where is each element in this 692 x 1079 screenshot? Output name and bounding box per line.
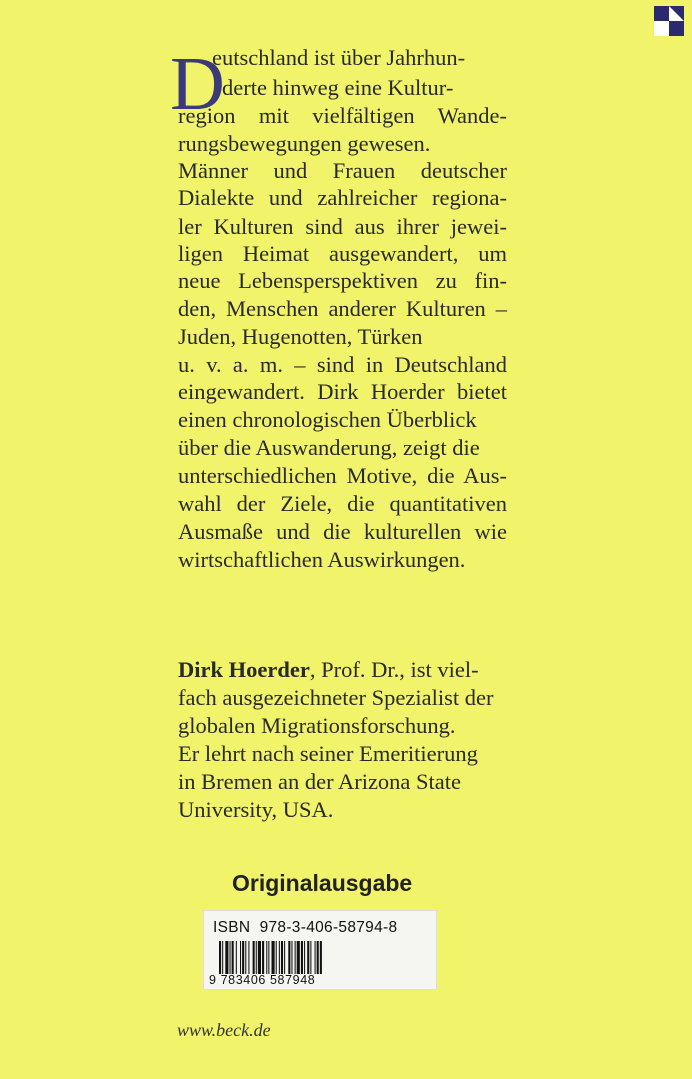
barcode-label [203, 910, 437, 990]
isbn-text: ISBN 978-3-406-58794-8 [213, 919, 398, 936]
bio-line: University, USA. [178, 797, 334, 822]
barcode-bar [276, 941, 277, 974]
barcode-bar [245, 941, 246, 974]
barcode-bar [307, 941, 309, 974]
bio-line: fach ausgezeichneter Spezialist der [178, 685, 494, 710]
bio-line-rest: , Prof. Dr., ist viel- [309, 657, 479, 682]
barcode-bar [225, 941, 228, 974]
bio-line [178, 656, 518, 683]
barcode-bar [279, 941, 280, 974]
edition-label: Originalausgabe [232, 870, 413, 896]
barcode-bar [268, 941, 269, 974]
barcode-bar [310, 941, 311, 974]
barcode-bar [240, 941, 241, 974]
barcode-bar [284, 941, 285, 974]
description-line: unterschiedlichen Motive, die Aus- [178, 463, 507, 488]
description-line: ler Kulturen sind aus ihrer jewei- [178, 214, 507, 239]
barcode-bar [288, 941, 290, 974]
barcode-bar [297, 941, 300, 974]
description-line: einen chronologischen Überblick [178, 407, 477, 432]
barcode-bar [304, 941, 305, 974]
description-line: Männer und Frauen deutscher [178, 158, 507, 183]
barcode-digits: 9 783406 587948 [209, 973, 316, 987]
description-line: derte hinweg eine Kultur- [222, 75, 454, 100]
description-line: wahl der Ziele, die quantitativen [178, 491, 507, 516]
description-line: Ausmaße und die kulturellen wie [178, 519, 507, 544]
barcode-bar [317, 941, 319, 974]
website-link[interactable]: www.beck.de [177, 1020, 271, 1040]
description-line: über die Auswanderung, zeigt die [178, 435, 480, 460]
bio-line: Er lehrt nach seiner Emeritierung [178, 741, 478, 766]
description-line: Juden, Hugenotten, Türken [178, 324, 423, 349]
barcode-bar [256, 941, 257, 974]
barcode-bar [230, 941, 231, 974]
description-line: ligen Heimat ausgewandert, um [178, 241, 507, 266]
barcode-bar [253, 941, 255, 974]
bio-line: globalen Migrationsforschung. [178, 713, 456, 738]
barcode-bars [219, 941, 421, 974]
barcode-bar [232, 941, 234, 974]
description-line: eutschland ist über Jahrhun- [212, 45, 466, 70]
barcode-bar [291, 941, 292, 974]
barcode-bar [295, 941, 296, 974]
description-line: region mit vielfältigen Wande- [178, 103, 507, 128]
barcode-bar [219, 941, 221, 974]
bio-line: in Bremen an der Arizona State [178, 769, 462, 794]
description-line: neue Lebensperspektiven zu fin- [178, 268, 507, 293]
description-line: rungsbewegungen gewesen. [178, 131, 431, 156]
publisher-logo-icon [654, 6, 684, 36]
barcode-bar [281, 941, 283, 974]
author-name: Dirk Hoerder [178, 657, 310, 682]
description-line: den, Menschen anderer Kulturen – [178, 296, 507, 321]
drop-cap: D [170, 42, 225, 126]
description-line: wirtschaftlichen Auswirkungen. [178, 547, 466, 572]
description-line: eingewandert. Dirk Hoerder bietet [178, 379, 507, 404]
barcode-bar [258, 941, 261, 974]
barcode-bar [248, 941, 249, 974]
barcode-bar [301, 941, 303, 974]
barcode-bar [272, 941, 275, 974]
barcode-bar [262, 941, 264, 974]
barcode-bar [266, 941, 267, 974]
description-line: u. v. a. m. – sind in Deutschland [178, 352, 507, 377]
barcode-bar [242, 941, 244, 974]
barcode-bar [315, 941, 316, 974]
barcode-bar [320, 941, 322, 974]
description-line: Dialekte und zahlreicher regiona- [178, 185, 507, 210]
barcode-bar [222, 941, 223, 974]
barcode-bar [236, 941, 237, 974]
